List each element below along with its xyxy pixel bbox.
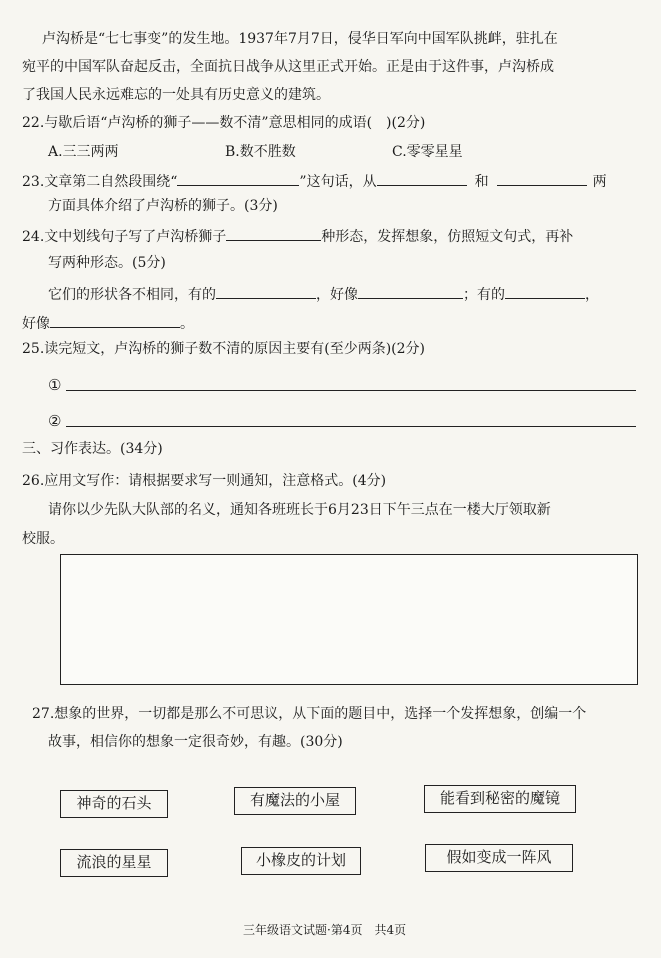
q27-line-2: 故事，相信你的想象一定很奇妙，有趣。(30分) [48,734,343,750]
q24-part-1: 24.文中划线句子写了卢沟桥狮子 [22,229,227,245]
topic-magic-cabin[interactable]: 有魔法的小屋 [234,787,356,815]
topic-secret-mirror[interactable]: 能看到秘密的魔镜 [424,785,576,813]
q24-blank-1[interactable] [216,283,316,299]
q24-fill-3: ；有的 [463,287,505,303]
q26-requirement-2: 校服。 [22,531,64,547]
q24-fill-1: 它们的形状各不相同，有的 [48,287,216,303]
q24-part-2: 种形态，发挥想象，仿照短文句式，再补 [321,229,574,245]
q25-answer-line-2[interactable] [66,426,636,427]
section-3-title: 三、习作表达。(34分) [22,441,163,457]
q24-fill-5: 好像 [22,316,50,332]
q24-blank-4[interactable] [50,312,180,328]
q27-line-1: 27.想象的世界，一切都是那么不可思议，从下面的题目中，选择一个发挥想象，创编一个 [32,706,587,722]
q23-line-1 [22,170,607,192]
q23-blank-3[interactable] [497,170,587,186]
topic-wandering-star[interactable]: 流浪的星星 [60,849,168,877]
q23-part-1: 23.文章第二自然段围绕“ [22,174,178,190]
q24-fill-4: ， [585,287,599,303]
q22-option-c: C.零零星星 [392,144,463,160]
q26-text: 26.应用文写作：请根据要求写一则通知，注意格式。(4分) [22,473,387,489]
q24-blank-2[interactable] [358,283,463,299]
passage-line-1: 卢沟桥是“七七事变”的发生地。1937年7月7日，侵华日军向中国军队挑衅，驻扎在 [42,31,558,47]
topic-eraser-plan[interactable]: 小橡皮的计划 [241,847,361,875]
q23-part-2: ”这句话，从 [299,174,377,190]
q24-fill-2: ，好像 [316,287,358,303]
q26-answer-box[interactable] [60,554,638,685]
q25-mark-1: ① [48,376,62,394]
q22-text: 22.与歇后语“卢沟桥的狮子——数不清”意思相同的成语( )(2分) [22,115,426,131]
q22-option-b: B.数不胜数 [225,144,296,160]
q24-line-1 [22,225,573,247]
q24-blank-3[interactable] [505,283,585,299]
passage-line-2: 宛平的中国军队奋起反击，全面抗日战争从这里正式开始。正是由于这件事，卢沟桥成 [22,59,554,75]
q24-fill-6: 。 [180,316,194,332]
passage-line-3: 了我国人民永远难忘的一处具有历史意义的建筑。 [22,87,330,103]
topic-magic-stone[interactable]: 神奇的石头 [60,790,168,818]
q23-part-3: 和 [474,174,489,190]
topic-become-wind[interactable]: 假如变成一阵风 [425,844,573,872]
q25-mark-2: ② [48,412,62,430]
q23-blank-2[interactable] [377,170,467,186]
q23-blank-1[interactable] [177,170,299,186]
q24-line-2: 写两种形态。(5分) [48,255,166,271]
q26-requirement-1: 请你以少先队大队部的名义，通知各班班长于6月23日下午三点在一楼大厅领取新 [48,502,551,518]
q23-line-2: 方面具体介绍了卢沟桥的狮子。(3分) [48,198,278,214]
page-footer: 三年级语文试题·第4页 共4页 [243,923,407,937]
q24-fill-line-2 [22,312,194,334]
q24-blank-count[interactable] [226,225,321,241]
q24-fill-line [48,283,599,305]
q25-answer-line-1[interactable] [66,390,636,391]
q23-part-4: 两 [592,174,607,190]
q22-option-a: A.三三两两 [48,144,119,160]
q25-text: 25.读完短文，卢沟桥的狮子数不清的原因主要有(至少两条)(2分) [22,341,426,357]
